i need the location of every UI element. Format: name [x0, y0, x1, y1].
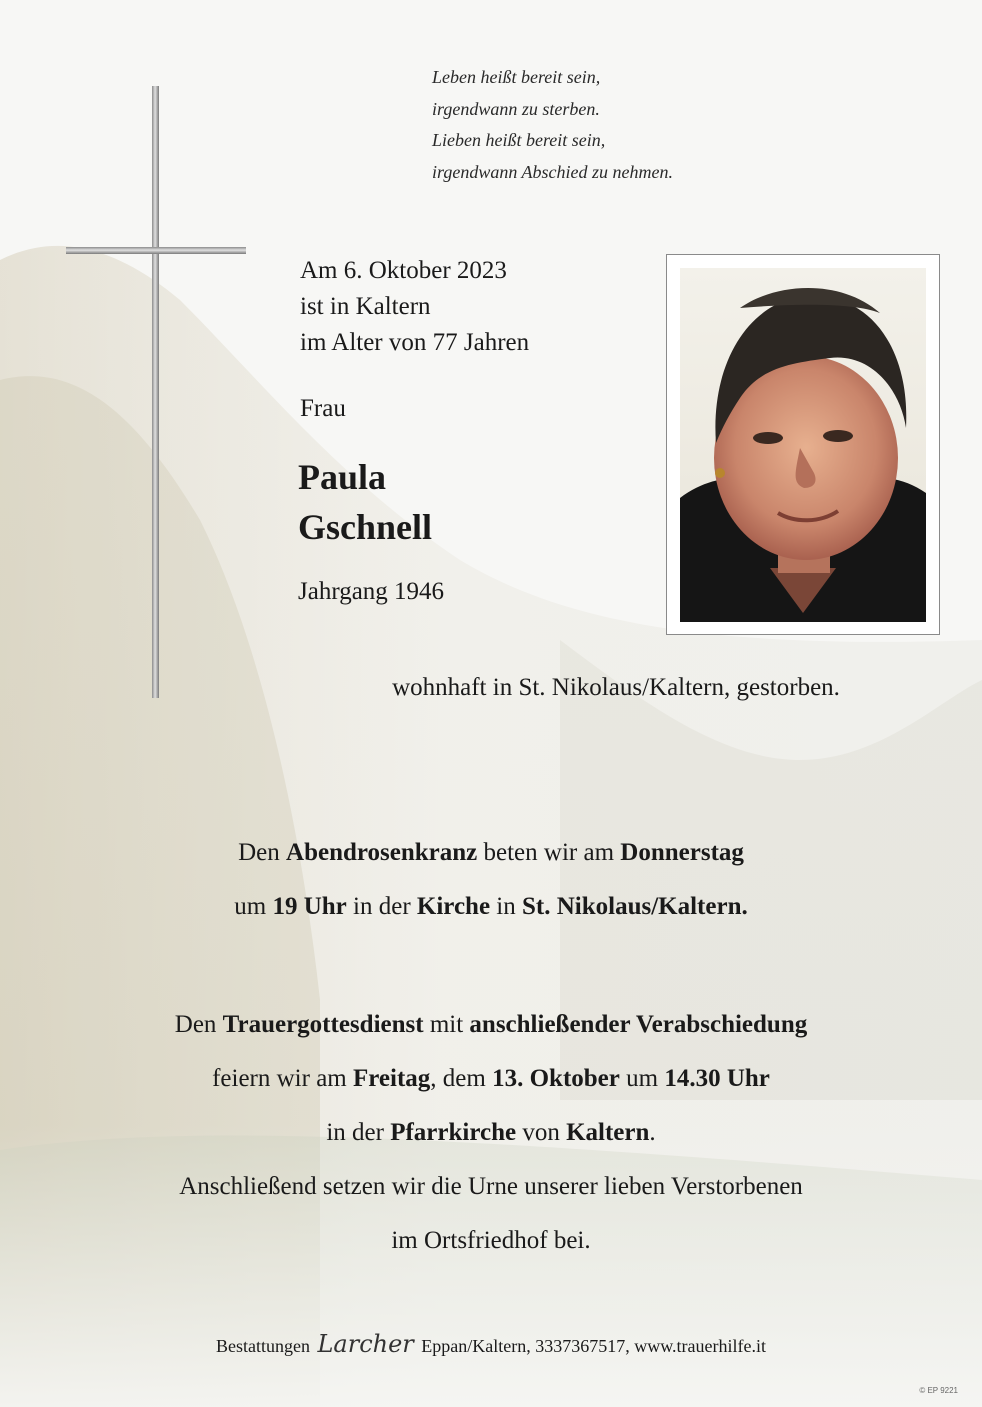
rosary-line-1: Den Abendrosenkranz beten wir am Donnerstag	[238, 839, 744, 866]
quote-line: irgendwann Abschied zu nehmen.	[432, 161, 673, 182]
footer-prefix: Bestattungen	[215, 1336, 310, 1356]
footer-contact: Eppan/Kaltern, 3337367517, www.trauerhilfe.it	[421, 1336, 767, 1356]
birth-year: Jahrgang 1946	[298, 578, 445, 605]
cross-icon	[152, 86, 159, 698]
rosary-announcement	[0, 826, 982, 934]
first-name: Paula	[298, 457, 387, 497]
quote-line: Lieben heißt bereit sein,	[432, 130, 606, 150]
last-name: Gschnell	[298, 507, 433, 547]
portrait-frame	[666, 254, 940, 635]
funeral-service-announcement	[0, 998, 982, 1268]
service-line-2: feiern wir am Freitag, dem 13. Oktober um 14.30 Uhr	[212, 1065, 770, 1092]
rosary-line-2: um 19 Uhr in der Kirche in St. Nikolaus/Kaltern.	[234, 893, 748, 920]
print-code: © EP 9221	[919, 1386, 958, 1395]
service-line-5: im Ortsfriedhof bei.	[391, 1227, 591, 1254]
cross-icon-bar	[66, 247, 246, 254]
service-line-4: Anschließend setzen wir die Urne unserer lieben Verstorbenen	[179, 1173, 803, 1200]
service-line-1: Den Trauergottesdienst mit anschließender Verabschiedung	[174, 1011, 808, 1038]
intro-line: ist in Kaltern	[300, 293, 431, 320]
death-announcement	[300, 253, 529, 361]
quote-line: Leben heißt bereit sein,	[432, 67, 601, 87]
intro-line: im Alter von 77 Jahren	[300, 329, 530, 356]
deceased-name	[298, 452, 432, 552]
residence-line: wohnhaft in St. Nikolaus/Kaltern, gestorben.	[392, 674, 840, 701]
memorial-quote	[432, 62, 812, 188]
funeral-home-logo: Larcher	[317, 1330, 414, 1358]
portrait-photo	[680, 268, 926, 622]
salutation: Frau	[300, 395, 346, 422]
funeral-home-footer	[0, 1330, 982, 1358]
intro-line: Am 6. Oktober 2023	[300, 257, 507, 284]
service-line-3: in der Pfarrkirche von Kaltern.	[326, 1119, 656, 1146]
quote-line: irgendwann zu sterben.	[432, 98, 600, 119]
